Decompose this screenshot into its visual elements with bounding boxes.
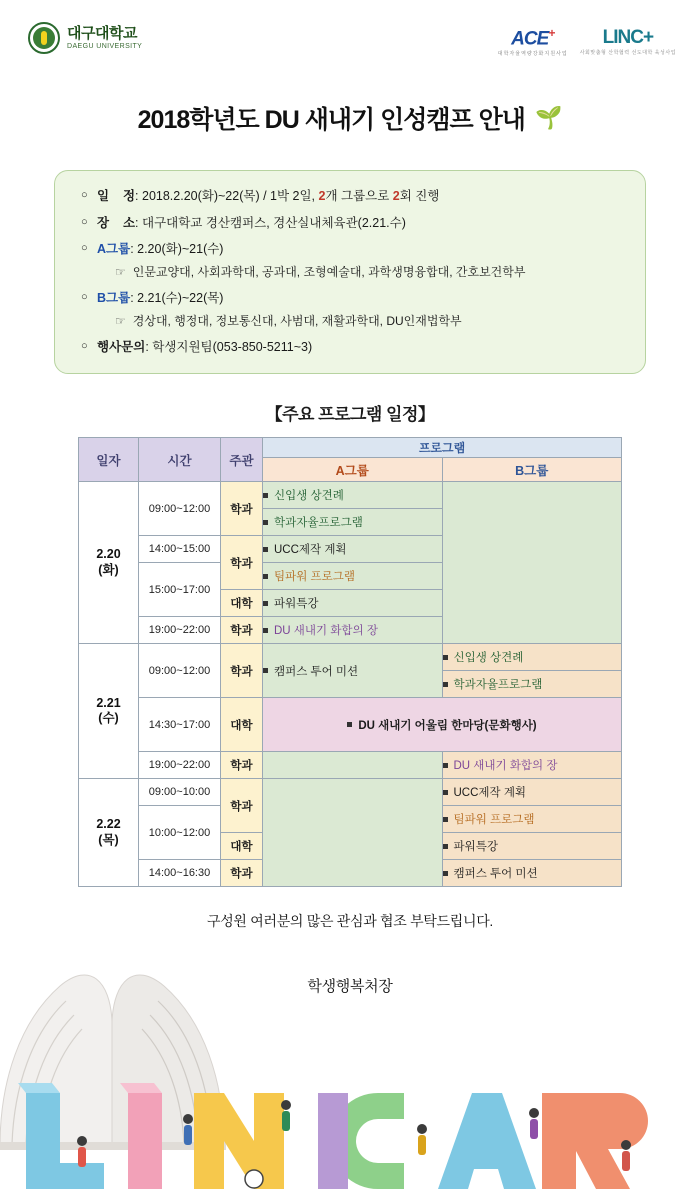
- info-value-group-a: : 2.20(화)~21(수): [130, 242, 224, 257]
- time-cell: 09:00~10:00: [139, 779, 221, 806]
- info-value-group-b: : 2.21(수)~22(목): [130, 290, 224, 305]
- time-cell: 10:00~12:00: [139, 806, 221, 860]
- table-header-row-1: [79, 438, 622, 458]
- square-bullet-icon: [263, 628, 268, 633]
- header-group-a: A그룹: [263, 458, 443, 482]
- header-group-b: B그룹: [442, 458, 622, 482]
- program-cell-a: UCC제작 계획: [263, 536, 443, 563]
- program-cell-b: 캠퍼스 투어 미션: [442, 860, 622, 887]
- host-cell: 학과: [221, 617, 263, 644]
- ace-logo: [498, 26, 568, 57]
- bullet-icon: ○: [81, 215, 88, 228]
- host-cell: 대학: [221, 590, 263, 617]
- pointing-hand-icon: ☞: [115, 264, 126, 279]
- date-0222: 2.22 (목): [79, 779, 139, 887]
- pointing-hand-icon: ☞: [115, 313, 126, 328]
- time-cell: 19:00~22:00: [139, 617, 221, 644]
- bottom-illustration: [0, 953, 700, 1203]
- time-cell: 14:00~15:00: [139, 536, 221, 563]
- square-bullet-icon: [263, 668, 268, 673]
- table-row: [79, 644, 622, 671]
- header-date: 일자: [79, 438, 139, 482]
- info-value-schedule: : 2018.2.20(화)~22(목) / 1박 2일, 2개 그룹으로 2회 진행: [135, 189, 440, 203]
- time-cell: 14:30~17:00: [139, 698, 221, 752]
- time-cell: 09:00~12:00: [139, 644, 221, 698]
- time-cell: 14:00~16:30: [139, 860, 221, 887]
- square-bullet-icon: [347, 722, 352, 727]
- info-row-place: [81, 216, 619, 232]
- table-row: [79, 779, 622, 806]
- ace-label: ACE+: [511, 26, 555, 50]
- info-sub-group-b-text: 경상대, 행정대, 정보통신대, 사범대, 재활과학대, DU인재법학부: [132, 313, 462, 328]
- program-cell-b: DU 새내기 화합의 장: [442, 752, 622, 779]
- program-cell-a: 캠퍼스 투어 미션: [263, 644, 443, 698]
- square-bullet-icon: [443, 790, 448, 795]
- university-logo: [28, 22, 142, 54]
- info-row-contact: [81, 340, 619, 356]
- host-cell: 학과: [221, 779, 263, 833]
- square-bullet-icon: [443, 682, 448, 687]
- info-row-group-a: [81, 242, 619, 258]
- info-sub-group-a-text: 인문교양대, 사회과학대, 공과대, 조형예술대, 과학생명융합대, 간호보건학부: [132, 264, 526, 279]
- square-bullet-icon: [443, 817, 448, 822]
- info-label-group-b: B그룹: [97, 290, 131, 305]
- program-cell-b: 신입생 상견례: [442, 644, 622, 671]
- time-cell: 09:00~12:00: [139, 482, 221, 536]
- page-title-text: 2018학년도 DU 새내기 인성캠프 안내: [137, 106, 525, 134]
- date-0220: 2.20 (화): [79, 482, 139, 644]
- university-name-ko: 대구대학교: [67, 25, 137, 43]
- host-cell: 대학: [221, 833, 263, 860]
- host-cell: 학과: [221, 536, 263, 590]
- linc-label: LINC+: [602, 27, 654, 49]
- page-title: [0, 100, 700, 136]
- info-row-schedule: [81, 189, 619, 205]
- linc-letters-illustration: [18, 1075, 678, 1195]
- bullet-icon: ○: [81, 339, 88, 352]
- page-header: [0, 0, 700, 70]
- host-cell: 학과: [221, 482, 263, 536]
- university-emblem-icon: [28, 22, 60, 54]
- square-bullet-icon: [443, 655, 448, 660]
- square-bullet-icon: [443, 844, 448, 849]
- ace-sublabel: 대학자율역량강화지원사업: [497, 51, 568, 58]
- info-box: [54, 170, 646, 374]
- square-bullet-icon: [443, 763, 448, 768]
- square-bullet-icon: [443, 871, 448, 876]
- info-value-contact: : 학생지원팀(053-850-5211~3): [145, 339, 313, 354]
- program-cell-b: 학과자율프로그램: [442, 671, 622, 698]
- program-logos: [498, 26, 676, 57]
- program-cell-b: 팀파워 프로그램: [442, 806, 622, 833]
- program-cell-a: 신입생 상견례: [263, 482, 443, 509]
- info-label-place: 장 소: [97, 215, 136, 230]
- host-cell: 학과: [221, 644, 263, 698]
- bullet-icon: ○: [81, 290, 88, 303]
- program-cell-b: UCC제작 계획: [442, 779, 622, 806]
- square-bullet-icon: [263, 493, 268, 498]
- info-label-group-a: A그룹: [97, 242, 131, 257]
- program-cell-a: 파워특강: [263, 590, 443, 617]
- program-cell-a-empty: [263, 752, 443, 779]
- square-bullet-icon: [263, 574, 268, 579]
- info-sub-group-b: [115, 314, 619, 329]
- program-cell-a: DU 새내기 화합의 장: [263, 617, 443, 644]
- sprout-icon: 🌱: [534, 105, 563, 130]
- time-cell: 19:00~22:00: [139, 752, 221, 779]
- bullet-icon: ○: [81, 242, 88, 255]
- table-row: [79, 482, 622, 509]
- program-cell-merged: DU 새내기 어울림 한마당(문화행사): [263, 698, 622, 752]
- program-cell-b: 파워특강: [442, 833, 622, 860]
- program-cell-a-empty: [263, 779, 443, 887]
- time-cell: 15:00~17:00: [139, 563, 221, 617]
- header-time: 시간: [139, 438, 221, 482]
- host-cell: 대학: [221, 698, 263, 752]
- host-cell: 학과: [221, 752, 263, 779]
- table-row: [79, 752, 622, 779]
- date-0221: 2.21 (수): [79, 644, 139, 779]
- info-label-schedule: 일 정: [97, 189, 136, 203]
- program-cell-a: 학과자율프로그램: [263, 509, 443, 536]
- linc-logo: [580, 27, 676, 56]
- square-bullet-icon: [263, 601, 268, 606]
- bullet-icon: ○: [81, 189, 88, 201]
- footer-signature: 학생행복처장: [307, 978, 393, 996]
- linc-sublabel: 사회맞춤형 산학협력 선도대학 육성사업: [579, 50, 676, 57]
- program-cell-a: 팀파워 프로그램: [263, 563, 443, 590]
- host-cell: 학과: [221, 860, 263, 887]
- info-value-place: : 대구대학교 경산캠퍼스, 경산실내체육관(2.21.수): [135, 215, 406, 230]
- program-cell-b-empty: [442, 482, 622, 644]
- footer-message: 구성원 여러분의 많은 관심과 협조 부탁드립니다.: [206, 913, 494, 930]
- table-row: [79, 698, 622, 752]
- square-bullet-icon: [263, 520, 268, 525]
- info-label-contact: 행사문의: [97, 339, 146, 354]
- square-bullet-icon: [263, 547, 268, 552]
- schedule-table: [78, 437, 622, 887]
- info-sub-group-a: [115, 265, 619, 280]
- header-program: 프로그램: [263, 438, 622, 458]
- header-host: 주관: [221, 438, 263, 482]
- schedule-heading: 【주요 프로그램 일정】: [265, 405, 435, 425]
- university-name-en: DAEGU UNIVERSITY: [67, 42, 143, 50]
- info-row-group-b: [81, 291, 619, 307]
